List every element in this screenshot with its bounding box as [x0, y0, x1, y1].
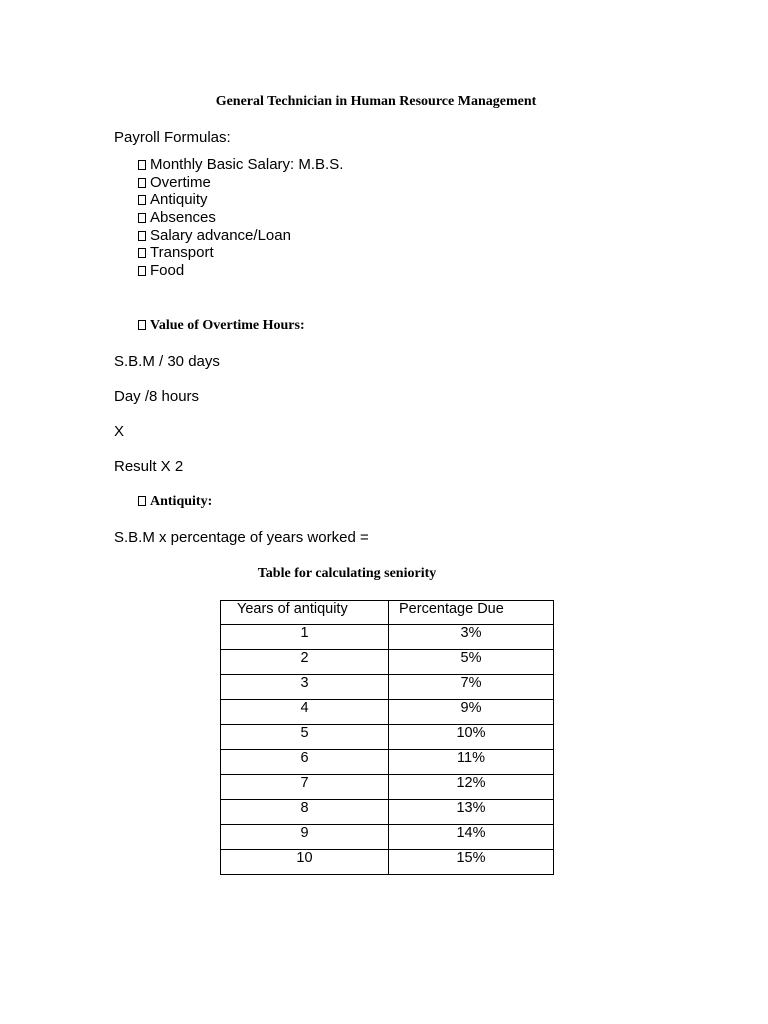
checkbox-icon — [138, 178, 146, 188]
checkbox-icon — [138, 266, 146, 276]
years-cell: 4 — [221, 700, 389, 725]
percentage-cell: 14% — [389, 825, 554, 850]
overtime-heading: Value of Overtime Hours: — [138, 318, 305, 334]
percentage-cell: 3% — [389, 625, 554, 650]
years-cell: 1 — [221, 625, 389, 650]
table-row — [221, 850, 554, 875]
list-item: Antiquity — [138, 191, 343, 209]
years-cell: 3 — [221, 675, 389, 700]
document-title: General Technician in Human Resource Management — [215, 94, 537, 109]
antiquity-formula: S.B.M x percentage of years worked = — [114, 529, 369, 546]
table-row — [221, 650, 554, 675]
table-header-row — [221, 601, 554, 625]
payroll-heading: Payroll Formulas: — [114, 129, 231, 146]
overtime-line: S.B.M / 30 days — [114, 353, 220, 370]
years-cell: 7 — [221, 775, 389, 800]
checkbox-icon — [138, 248, 146, 258]
years-cell: 2 — [221, 650, 389, 675]
list-item: Food — [138, 262, 343, 280]
table-row — [221, 625, 554, 650]
checkbox-icon — [138, 496, 146, 506]
percentage-cell: 15% — [389, 850, 554, 875]
list-item: Monthly Basic Salary: M.B.S. — [138, 156, 343, 174]
table-row — [221, 725, 554, 750]
seniority-table — [220, 600, 554, 875]
percentage-cell: 13% — [389, 800, 554, 825]
years-cell: 6 — [221, 750, 389, 775]
checkbox-icon — [138, 160, 146, 170]
table-row — [221, 825, 554, 850]
table-row — [221, 700, 554, 725]
table-caption: Table for calculating seniority — [257, 566, 437, 581]
years-cell: 8 — [221, 800, 389, 825]
checkbox-icon — [138, 195, 146, 205]
payroll-list — [138, 156, 343, 280]
list-item: Transport — [138, 244, 343, 262]
column-header-years: Years of antiquity — [221, 601, 389, 625]
column-header-percentage: Percentage Due — [389, 601, 554, 625]
years-cell: 10 — [221, 850, 389, 875]
table-row — [221, 750, 554, 775]
percentage-cell: 11% — [389, 750, 554, 775]
overtime-line: X — [114, 423, 125, 440]
percentage-cell: 10% — [389, 725, 554, 750]
years-cell: 9 — [221, 825, 389, 850]
list-item: Salary advance/Loan — [138, 227, 343, 245]
percentage-cell: 7% — [389, 675, 554, 700]
overtime-line: Result X 2 — [114, 458, 184, 475]
checkbox-icon — [138, 231, 146, 241]
percentage-cell: 12% — [389, 775, 554, 800]
percentage-cell: 9% — [389, 700, 554, 725]
table-row — [221, 775, 554, 800]
table-row — [221, 675, 554, 700]
table-row — [221, 800, 554, 825]
list-item: Overtime — [138, 174, 343, 192]
checkbox-icon — [138, 320, 146, 330]
overtime-line: Day /8 hours — [114, 388, 200, 405]
years-cell: 5 — [221, 725, 389, 750]
checkbox-icon — [138, 213, 146, 223]
list-item: Absences — [138, 209, 343, 227]
antiquity-heading: Antiquity: — [138, 494, 212, 510]
percentage-cell: 5% — [389, 650, 554, 675]
